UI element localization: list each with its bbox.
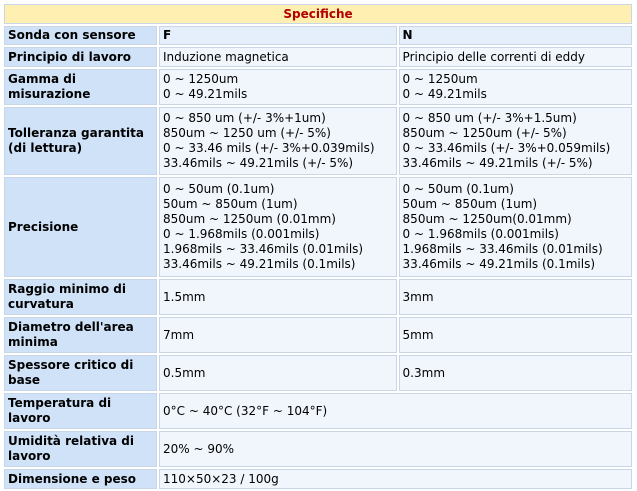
value-cell-n xyxy=(399,177,632,277)
value-line: 3mm xyxy=(402,289,434,304)
value-cell-n xyxy=(399,279,632,315)
row-label-probe: Sonda con sensore xyxy=(4,26,157,45)
value-line: 0.3mm xyxy=(402,365,446,380)
value-line: 0 ~ 1250um xyxy=(402,72,478,86)
value-line: Principio delle correnti di eddy xyxy=(402,49,586,64)
value-line: 33.46mils ~ 49.21mils (0.1mils) xyxy=(402,257,596,271)
row-label: Temperatura di lavoro xyxy=(4,393,157,429)
value-cell-f xyxy=(159,69,397,105)
value-cell-f xyxy=(159,47,397,67)
table-row xyxy=(4,431,632,467)
value-cell-n xyxy=(399,107,632,175)
table-row xyxy=(4,107,632,175)
value-line: 33.46mils ~ 49.21mils (0.1mils) xyxy=(163,257,356,271)
value-line: 0 ~ 850 um (+/- 3%+1um) xyxy=(163,111,326,125)
table-row xyxy=(4,393,632,429)
table-title: Specifiche xyxy=(4,4,632,24)
value-cell-shared: 0°C ~ 40°C (32°F ~ 104°F) xyxy=(159,393,632,429)
row-label: Umidità relativa di lavoro xyxy=(4,431,157,467)
row-label: Spessore critico di base xyxy=(4,355,157,391)
value-line: 33.46mils ~ 49.21mils (+/- 5%) xyxy=(163,156,354,170)
row-label: Tolleranza garantita (di lettura) xyxy=(4,107,157,175)
value-line: 850um ~ 1250 um (+/- 5%) xyxy=(163,126,331,140)
table-row xyxy=(4,355,632,391)
value-line: 0.5mm xyxy=(163,365,206,380)
value-cell-n xyxy=(399,355,632,391)
value-line: 0 ~ 1.968mils (0.001mils) xyxy=(402,227,559,241)
value-line: 33.46mils ~ 49.21mils (+/- 5%) xyxy=(402,156,593,170)
table-row xyxy=(4,47,632,67)
value-cell-n xyxy=(399,317,632,353)
value-line: 0 ~ 50um (0.1um) xyxy=(163,182,275,196)
value-line: 0 ~ 33.46mils (+/- 3%+0.059mils) xyxy=(402,141,611,155)
column-header-n: N xyxy=(399,26,632,45)
value-line: 0 ~ 49.21mils xyxy=(402,87,487,101)
row-label: Principio di lavoro xyxy=(4,47,157,67)
value-line: 850um ~ 1250um(0.01mm) xyxy=(402,212,572,226)
value-cell-shared: 110×50×23 / 100g xyxy=(159,469,632,489)
value-line: 1.968mils ~ 33.46mils (0.01mils) xyxy=(402,242,603,256)
value-cell-shared: 20% ~ 90% xyxy=(159,431,632,467)
value-line: 0 ~ 1.968mils (0.001mils) xyxy=(163,227,320,241)
value-line: 0 ~ 49.21mils xyxy=(163,87,248,101)
value-line: Induzione magnetica xyxy=(163,49,289,64)
row-label: Dimensione e peso xyxy=(4,469,157,489)
table-row xyxy=(4,69,632,105)
table-row xyxy=(4,469,632,489)
value-line: 50um ~ 850um (1um) xyxy=(402,197,538,211)
value-line: 0 ~ 50um (0.1um) xyxy=(402,182,514,196)
header-row xyxy=(4,26,632,45)
title-row xyxy=(4,4,632,24)
value-cell-n xyxy=(399,47,632,67)
value-cell-f xyxy=(159,317,397,353)
value-line: 1.968mils ~ 33.46mils (0.01mils) xyxy=(163,242,364,256)
value-line: 50um ~ 850um (1um) xyxy=(163,197,298,211)
row-label: Raggio minimo di curvatura xyxy=(4,279,157,315)
value-cell-f xyxy=(159,107,397,175)
table-row xyxy=(4,177,632,277)
value-line: 7mm xyxy=(163,327,195,342)
column-header-f: F xyxy=(159,26,397,45)
value-cell-f xyxy=(159,279,397,315)
value-line: 850um ~ 1250um (0.01mm) xyxy=(163,212,336,226)
value-line: 0 ~ 33.46 mils (+/- 3%+0.039mils) xyxy=(163,141,375,155)
value-line: 850um ~ 1250um (+/- 5%) xyxy=(402,126,567,140)
value-line: 0 ~ 1250um xyxy=(163,72,239,86)
value-line: 1.5mm xyxy=(163,289,206,304)
value-cell-n xyxy=(399,69,632,105)
row-label: Gamma di misurazione xyxy=(4,69,157,105)
specifications-table xyxy=(2,2,634,491)
value-cell-f xyxy=(159,177,397,277)
table-row xyxy=(4,279,632,315)
table-row xyxy=(4,317,632,353)
value-line: 0 ~ 850 um (+/- 3%+1.5um) xyxy=(402,111,577,125)
row-label: Diametro dell'area minima xyxy=(4,317,157,353)
value-line: 5mm xyxy=(402,327,434,342)
value-cell-f xyxy=(159,355,397,391)
row-label: Precisione xyxy=(4,177,157,277)
